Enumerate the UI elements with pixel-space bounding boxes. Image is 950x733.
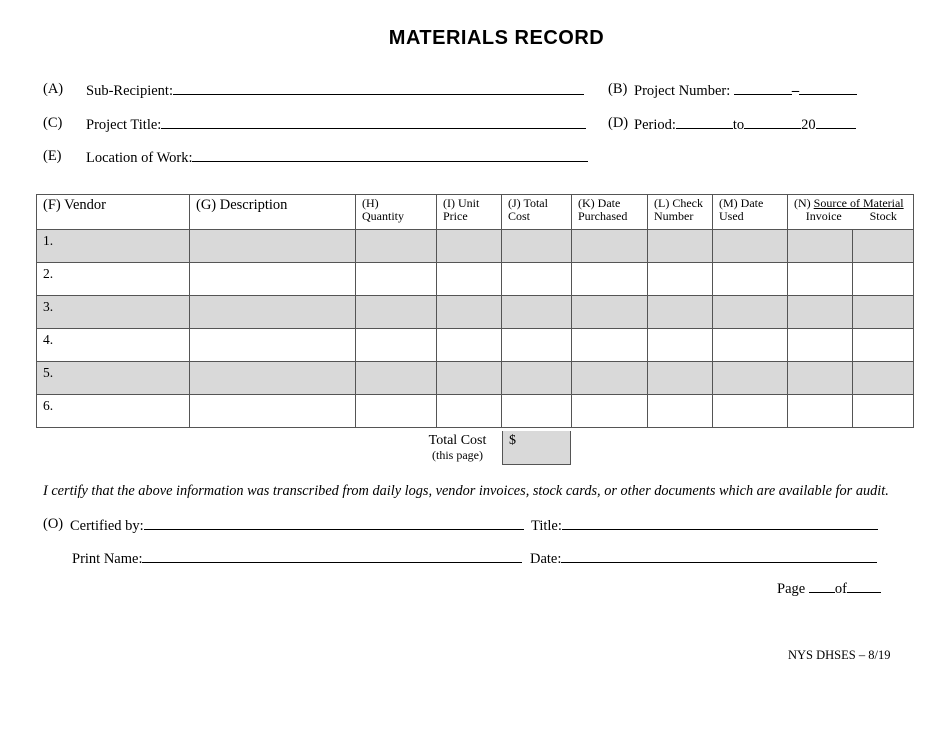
table-row bbox=[37, 263, 914, 296]
row-number: 1. bbox=[37, 230, 190, 263]
cell-quantity[interactable] bbox=[356, 362, 437, 395]
field-letter-a: (A) bbox=[43, 81, 64, 97]
cell-date-purchased[interactable] bbox=[572, 296, 648, 329]
cell-stock[interactable] bbox=[853, 263, 914, 296]
field-letter-e: (E) bbox=[43, 148, 62, 164]
cell-check-number[interactable] bbox=[648, 395, 713, 428]
cell-total-cost[interactable] bbox=[502, 296, 572, 329]
cell-invoice[interactable] bbox=[788, 230, 853, 263]
sub-recipient-field[interactable] bbox=[86, 81, 584, 100]
project-number-line-2[interactable] bbox=[799, 81, 857, 95]
certified-by-field[interactable] bbox=[70, 516, 524, 535]
header-date-purchased bbox=[572, 195, 648, 230]
total-cost-text: Total Cost bbox=[428, 433, 487, 448]
header-invoice: Invoice bbox=[805, 209, 842, 223]
cell-invoice[interactable] bbox=[788, 395, 853, 428]
materials-table bbox=[36, 194, 914, 428]
header-date-used-line2: Used bbox=[719, 209, 744, 223]
header-total-cost bbox=[502, 195, 572, 230]
print-name-line[interactable] bbox=[142, 549, 522, 563]
cell-date-purchased[interactable] bbox=[572, 329, 648, 362]
cell-date-used[interactable] bbox=[713, 329, 788, 362]
table-row bbox=[37, 230, 914, 263]
page-number-field[interactable] bbox=[777, 579, 881, 598]
location-of-work-field[interactable] bbox=[86, 148, 588, 167]
cell-description[interactable] bbox=[190, 263, 356, 296]
table-row bbox=[37, 329, 914, 362]
header-unit-price bbox=[437, 195, 502, 230]
cell-total-cost[interactable] bbox=[502, 395, 572, 428]
period-from-line[interactable] bbox=[676, 115, 733, 129]
cell-quantity[interactable] bbox=[356, 329, 437, 362]
cell-total-cost[interactable] bbox=[502, 263, 572, 296]
page-label: Page bbox=[777, 581, 806, 597]
period-year-prefix: 20 bbox=[801, 117, 816, 133]
cell-description[interactable] bbox=[190, 296, 356, 329]
page-of-label: of bbox=[834, 581, 847, 597]
cell-total-cost[interactable] bbox=[502, 329, 572, 362]
cell-check-number[interactable] bbox=[648, 362, 713, 395]
project-title-field[interactable] bbox=[86, 115, 586, 134]
certified-by-label: Certified by: bbox=[70, 518, 144, 534]
date-line[interactable] bbox=[561, 549, 877, 563]
cell-invoice[interactable] bbox=[788, 329, 853, 362]
header-check-number-line1: (L) Check bbox=[654, 196, 703, 210]
header-total-cost-line1: (J) Total bbox=[508, 196, 548, 210]
cell-date-purchased[interactable] bbox=[572, 263, 648, 296]
cell-date-used[interactable] bbox=[713, 362, 788, 395]
cell-unit-price[interactable] bbox=[437, 395, 502, 428]
cell-check-number[interactable] bbox=[648, 296, 713, 329]
period-to-label: to bbox=[732, 117, 745, 133]
project-number-line-1[interactable] bbox=[734, 81, 792, 95]
table-row bbox=[37, 362, 914, 395]
cell-description[interactable] bbox=[190, 329, 356, 362]
cell-stock[interactable] bbox=[853, 362, 914, 395]
header-date-used-line1: (M) Date bbox=[719, 196, 764, 210]
title-line[interactable] bbox=[562, 516, 878, 530]
header-description: (G) Description bbox=[190, 195, 356, 230]
header-quantity-line2: Quantity bbox=[362, 209, 404, 223]
cell-invoice[interactable] bbox=[788, 362, 853, 395]
cell-unit-price[interactable] bbox=[437, 263, 502, 296]
table-header-row bbox=[37, 195, 914, 230]
cell-date-used[interactable] bbox=[713, 263, 788, 296]
cell-check-number[interactable] bbox=[648, 230, 713, 263]
header-check-number bbox=[648, 195, 713, 230]
cell-invoice[interactable] bbox=[788, 263, 853, 296]
cell-description[interactable] bbox=[190, 395, 356, 428]
header-source-subcols bbox=[794, 210, 913, 223]
project-number-dash: – bbox=[791, 83, 800, 99]
header-total-cost-line2: Cost bbox=[508, 209, 531, 223]
project-title-line[interactable] bbox=[161, 115, 586, 129]
cell-date-used[interactable] bbox=[713, 296, 788, 329]
cell-description[interactable] bbox=[190, 362, 356, 395]
header-unit-price-line2: Price bbox=[443, 209, 468, 223]
cell-date-used[interactable] bbox=[713, 230, 788, 263]
title-field[interactable] bbox=[531, 516, 878, 535]
cell-unit-price[interactable] bbox=[437, 362, 502, 395]
total-cost-box[interactable] bbox=[502, 431, 571, 465]
cell-quantity[interactable] bbox=[356, 263, 437, 296]
header-source-prefix: (N) bbox=[794, 196, 814, 210]
project-number-field[interactable] bbox=[634, 81, 857, 100]
total-cost-subtext: (this page) bbox=[432, 448, 483, 462]
cell-stock[interactable] bbox=[853, 329, 914, 362]
cell-unit-price[interactable] bbox=[437, 296, 502, 329]
certification-statement: I certify that the above information was transcribed from daily logs, vendor invoices, stock cards, or other documents which are available for audit. bbox=[43, 483, 889, 499]
row-number: 5. bbox=[37, 362, 190, 395]
cell-stock[interactable] bbox=[853, 395, 914, 428]
period-field[interactable] bbox=[634, 115, 856, 134]
project-number-label: Project Number: bbox=[634, 83, 731, 99]
header-unit-price-line1: (I) Unit bbox=[443, 196, 480, 210]
location-of-work-label: Location of Work: bbox=[86, 150, 193, 166]
page-number-line[interactable] bbox=[809, 579, 835, 593]
header-date-purchased-line1: (K) Date bbox=[578, 196, 621, 210]
title-label: Title: bbox=[531, 518, 562, 534]
field-letter-o: (O) bbox=[43, 516, 64, 532]
sub-recipient-line[interactable] bbox=[173, 81, 584, 95]
row-number: 3. bbox=[37, 296, 190, 329]
field-letter-b: (B) bbox=[608, 81, 628, 97]
date-field[interactable] bbox=[530, 549, 877, 568]
cell-stock[interactable] bbox=[853, 230, 914, 263]
cell-invoice[interactable] bbox=[788, 296, 853, 329]
print-name-field[interactable] bbox=[72, 549, 522, 568]
cell-description[interactable] bbox=[190, 230, 356, 263]
header-quantity bbox=[356, 195, 437, 230]
cell-stock[interactable] bbox=[853, 296, 914, 329]
period-year-line[interactable] bbox=[816, 115, 856, 129]
header-source-label: Source of Material bbox=[813, 196, 904, 210]
field-letter-d: (D) bbox=[608, 115, 629, 131]
project-title-label: Project Title: bbox=[86, 117, 162, 133]
print-name-label: Print Name: bbox=[72, 551, 143, 567]
cell-check-number[interactable] bbox=[648, 263, 713, 296]
cell-quantity[interactable] bbox=[356, 296, 437, 329]
date-label: Date: bbox=[530, 551, 562, 567]
field-letter-c: (C) bbox=[43, 115, 63, 131]
row-number: 6. bbox=[37, 395, 190, 428]
cell-date-purchased[interactable] bbox=[572, 230, 648, 263]
cell-date-used[interactable] bbox=[713, 395, 788, 428]
total-cost-label bbox=[420, 433, 495, 463]
table-row bbox=[37, 395, 914, 428]
header-source-of-material bbox=[788, 195, 914, 230]
sub-recipient-label: Sub-Recipient: bbox=[86, 83, 173, 99]
cell-total-cost[interactable] bbox=[502, 230, 572, 263]
header-date-used bbox=[713, 195, 788, 230]
form-title: MATERIALS RECORD bbox=[388, 27, 605, 49]
cell-date-purchased[interactable] bbox=[572, 395, 648, 428]
page-total-line[interactable] bbox=[847, 579, 881, 593]
certified-by-line[interactable] bbox=[144, 516, 524, 530]
row-number: 2. bbox=[37, 263, 190, 296]
table-row bbox=[37, 296, 914, 329]
header-quantity-line1: (H) bbox=[362, 196, 379, 210]
cell-check-number[interactable] bbox=[648, 329, 713, 362]
form-id: NYS DHSES – 8/19 bbox=[788, 648, 891, 662]
header-date-purchased-line2: Purchased bbox=[578, 209, 628, 223]
cell-unit-price[interactable] bbox=[437, 230, 502, 263]
cell-total-cost[interactable] bbox=[502, 362, 572, 395]
cell-quantity[interactable] bbox=[356, 230, 437, 263]
cell-unit-price[interactable] bbox=[437, 329, 502, 362]
period-label: Period: bbox=[634, 117, 676, 133]
header-stock: Stock bbox=[869, 209, 897, 223]
location-of-work-line[interactable] bbox=[192, 148, 588, 162]
row-number: 4. bbox=[37, 329, 190, 362]
cell-quantity[interactable] bbox=[356, 395, 437, 428]
period-to-line[interactable] bbox=[744, 115, 801, 129]
header-check-number-line2: Number bbox=[654, 209, 694, 223]
total-cost-dollar: $ bbox=[509, 433, 516, 448]
cell-date-purchased[interactable] bbox=[572, 362, 648, 395]
header-vendor: (F) Vendor bbox=[37, 195, 190, 230]
